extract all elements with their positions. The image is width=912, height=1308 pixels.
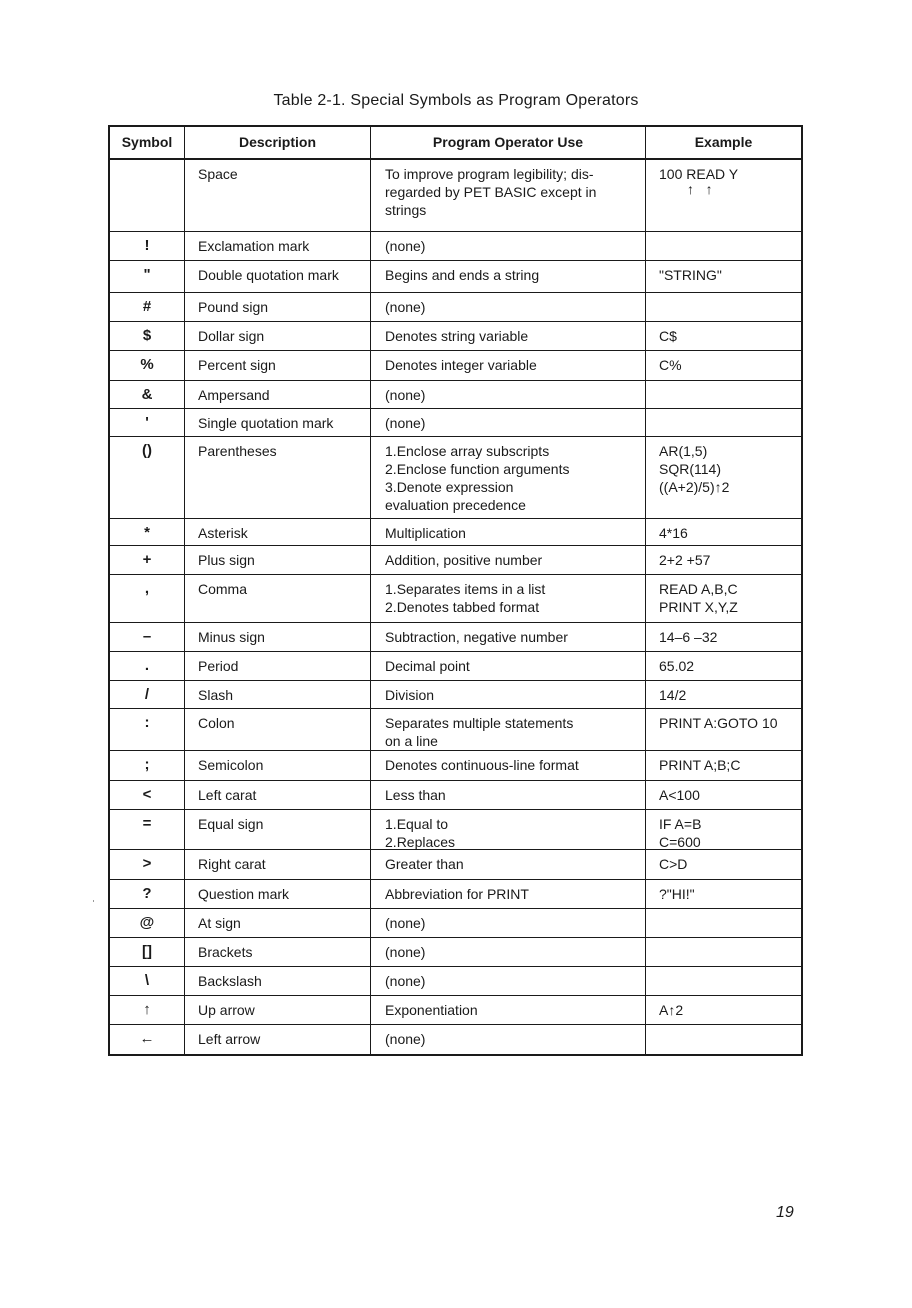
use-line: on a line [385,733,438,749]
table-row [110,909,801,938]
symbol-cell: ; [110,751,185,780]
description-cell: Percent sign [185,351,371,380]
table-body [110,160,801,1054]
table-row [110,232,801,261]
example-cell [646,1025,801,1054]
example-cell [646,810,801,849]
margin-mark [93,900,94,902]
symbol-cell: % [110,351,185,380]
example-cell [646,909,801,937]
symbol-cell: \ [110,967,185,995]
use-list-text: Enclose array subscripts [396,443,550,459]
header-symbol: Symbol [110,127,185,158]
table-caption: Table 2-1. Special Symbols as Program Operators [273,92,639,109]
use-list-text: Equal to [396,816,449,832]
example-cell [646,880,801,908]
symbol-cell: = [110,810,185,849]
use-list-text: Replaces [396,834,456,850]
description-cell: Ampersand [185,381,371,408]
use-line: (none) [385,387,426,403]
use-list-number: 1. [385,816,397,832]
example-line: 2+2 +57 [659,552,711,568]
example-line: 65.02 [659,658,695,674]
example-cell [646,351,801,380]
program-operator-use-cell [371,351,646,380]
program-operator-use-cell [371,909,646,937]
example-line: PRINT A;B;C [659,757,741,773]
symbol-cell: & [110,381,185,408]
example-line: 4*16 [659,525,688,541]
description-cell: Equal sign [185,810,371,849]
table-row [110,322,801,351]
example-cell [646,322,801,350]
description-cell: Slash [185,681,371,708]
example-cell [646,938,801,966]
use-line: Less than [385,787,446,803]
symbol-cell: [] [110,938,185,966]
example-line: SQR(114) [659,461,721,477]
program-operator-use-cell [371,293,646,321]
symbol-cell: + [110,546,185,574]
table-row [110,996,801,1025]
description-cell: Question mark [185,880,371,908]
program-operator-use-cell [371,880,646,908]
table-row [110,351,801,381]
symbol-cell: * [110,519,185,545]
header-example: Example [694,134,753,150]
program-operator-use-cell [371,322,646,350]
symbol-cell [110,160,185,231]
header-description: Description [185,127,371,158]
example-cell [646,409,801,436]
example-line: C% [659,357,682,373]
example-cell [646,751,801,780]
example-cell [646,381,801,408]
use-list-item [385,460,645,478]
example-line: "STRING" [659,267,722,283]
program-operator-use-cell [371,409,646,436]
example-cell [646,232,801,260]
use-list-item [385,833,645,851]
description-cell: Period [185,652,371,680]
symbol-cell: @ [110,909,185,937]
description-cell: Up arrow [185,996,371,1024]
program-operator-use-cell [371,967,646,995]
example-cell [646,850,801,879]
table-row [110,967,801,996]
program-operator-use-cell [371,1025,646,1054]
table-row [110,681,801,709]
program-operator-use-cell [371,232,646,260]
use-line: (none) [385,1031,426,1047]
description-cell: Backslash [185,967,371,995]
description-cell: Minus sign [185,623,371,651]
example-line: PRINT A:GOTO 10 [659,715,778,731]
table-row [110,1025,801,1054]
program-operator-use-cell [371,938,646,966]
use-list-text: Enclose function arguments [396,461,570,477]
use-line: Subtraction, negative number [385,629,568,645]
symbol-cell: " [110,261,185,292]
program-operator-use-cell [371,652,646,680]
example-line: ((A+2)/5)↑2 [659,479,730,495]
program-operator-use-cell [371,850,646,879]
use-list-item [385,580,645,598]
example-cell [646,652,801,680]
description-cell: Semicolon [185,751,371,780]
table-row [110,810,801,850]
use-line: Addition, positive number [385,552,543,568]
description-cell: Double quotation mark [185,261,371,292]
program-operator-use-cell [371,681,646,708]
use-list-number: 2. [385,834,397,850]
use-line: Multiplication [385,525,466,541]
symbol-cell: ! [110,232,185,260]
use-list-number: 1. [385,443,397,459]
use-line: (none) [385,299,426,315]
description-cell: Colon [185,709,371,750]
example-line: A<100 [659,787,700,803]
use-list-number: 2. [385,461,397,477]
table-row [110,623,801,652]
table-row [110,938,801,967]
program-operator-use-cell [371,575,646,622]
use-list-number: 3. [385,479,397,495]
use-line: Denotes string variable [385,328,529,344]
description-cell: Pound sign [185,293,371,321]
program-operator-use-cell [371,810,646,849]
program-operator-use-cell [371,437,646,518]
use-line: Separates multiple statements [385,715,574,731]
table-row [110,850,801,880]
example-line: C>D [659,856,688,872]
table-row [110,160,801,232]
table-row [110,575,801,623]
program-operator-use-cell [371,751,646,780]
example-cell [646,575,801,622]
table-row [110,880,801,909]
example-line: AR(1,5) [659,443,708,459]
description-cell: Left arrow [185,1025,371,1054]
symbol-cell: ← [110,1025,185,1054]
symbol-cell: ? [110,880,185,908]
use-list-number: 2. [385,599,397,615]
example-line: A↑2 [659,1002,684,1018]
symbol-cell: . [110,652,185,680]
use-list-item [385,478,645,496]
program-operator-use-cell [371,623,646,651]
example-line: C$ [659,328,677,344]
use-line: (none) [385,415,426,431]
symbol-cell: ' [110,409,185,436]
example-arrow-markers: ↑ ↑ [687,181,713,197]
symbol-cell: , [110,575,185,622]
symbol-cell: () [110,437,185,518]
example-cell [646,160,801,231]
program-operator-use-cell [371,781,646,809]
program-operator-use-cell [371,261,646,292]
description-cell: Single quotation mark [185,409,371,436]
example-cell [646,437,801,518]
table-row [110,751,801,781]
symbol-cell: : [110,709,185,750]
description-cell: Left carat [185,781,371,809]
description-cell: At sign [185,909,371,937]
table-row [110,409,801,437]
use-line: strings [385,202,427,218]
program-operator-use-cell [371,709,646,750]
example-line: PRINT X,Y,Z [659,599,738,615]
table-row [110,293,801,322]
header-program-operator-use: Program Operator Use [371,127,646,158]
use-list-item [385,598,645,616]
use-line: Division [385,687,435,703]
description-cell: Dollar sign [185,322,371,350]
use-line: (none) [385,973,426,989]
description-cell: Exclamation mark [185,232,371,260]
use-line: (none) [385,944,426,960]
table-row [110,546,801,575]
description-cell: Comma [185,575,371,622]
symbols-table [108,125,803,1056]
example-cell [646,546,801,574]
use-line: (none) [385,238,426,254]
example-line: 14/2 [659,687,687,703]
example-line: READ A,B,C [659,581,738,597]
example-cell [646,519,801,545]
use-line: Exponentiation [385,1002,478,1018]
table-row [110,381,801,409]
use-line: Greater than [385,856,464,872]
table-header-row [110,127,801,160]
example-cell [646,781,801,809]
description-cell: Parentheses [185,437,371,518]
table-row [110,781,801,810]
symbol-cell: # [110,293,185,321]
symbol-cell: / [110,681,185,708]
description-cell: Space [185,160,371,231]
example-cell [646,261,801,292]
table-row [110,652,801,681]
table-row [110,709,801,751]
use-line: Begins and ends a string [385,267,540,283]
table-row [110,519,801,546]
program-operator-use-cell [371,996,646,1024]
description-cell: Asterisk [185,519,371,545]
use-list-number: 1. [385,581,397,597]
example-cell [646,709,801,750]
use-list-text: Denotes tabbed format [396,599,540,615]
example-line: IF A=B [659,816,702,832]
use-list-text: Separates items in a list [396,581,546,597]
program-operator-use-cell [371,546,646,574]
use-line: (none) [385,915,426,931]
use-list-item [385,442,645,460]
program-operator-use-cell [371,381,646,408]
example-cell [646,967,801,995]
example-line: 14–6 –32 [659,629,718,645]
program-operator-use-cell [371,160,646,231]
symbol-cell: – [110,623,185,651]
example-cell [646,623,801,651]
symbol-cell: $ [110,322,185,350]
use-line: Denotes integer variable [385,357,537,373]
symbol-cell: ↑ [110,996,185,1024]
example-cell [646,996,801,1024]
symbol-cell: < [110,781,185,809]
example-line: 100 READ Y [659,166,739,182]
use-line: Abbreviation for PRINT [385,886,529,902]
example-line: ?"HI!" [659,886,695,902]
example-line: C=600 [659,834,701,850]
use-list-continuation: evaluation precedence [385,497,526,513]
use-list-text: Denote expression [396,479,514,495]
use-line: To improve program legibility; dis- [385,166,594,182]
use-list-item [385,815,645,833]
page-number: 19 [776,1204,794,1221]
example-cell [646,293,801,321]
use-line: Decimal point [385,658,470,674]
symbol-cell: > [110,850,185,879]
table-row [110,437,801,519]
program-operator-use-cell [371,519,646,545]
description-cell: Right carat [185,850,371,879]
description-cell: Plus sign [185,546,371,574]
description-cell: Brackets [185,938,371,966]
table-row [110,261,801,293]
use-line: regarded by PET BASIC except in [385,184,597,200]
example-cell [646,681,801,708]
use-line: Denotes continuous-line format [385,757,579,773]
